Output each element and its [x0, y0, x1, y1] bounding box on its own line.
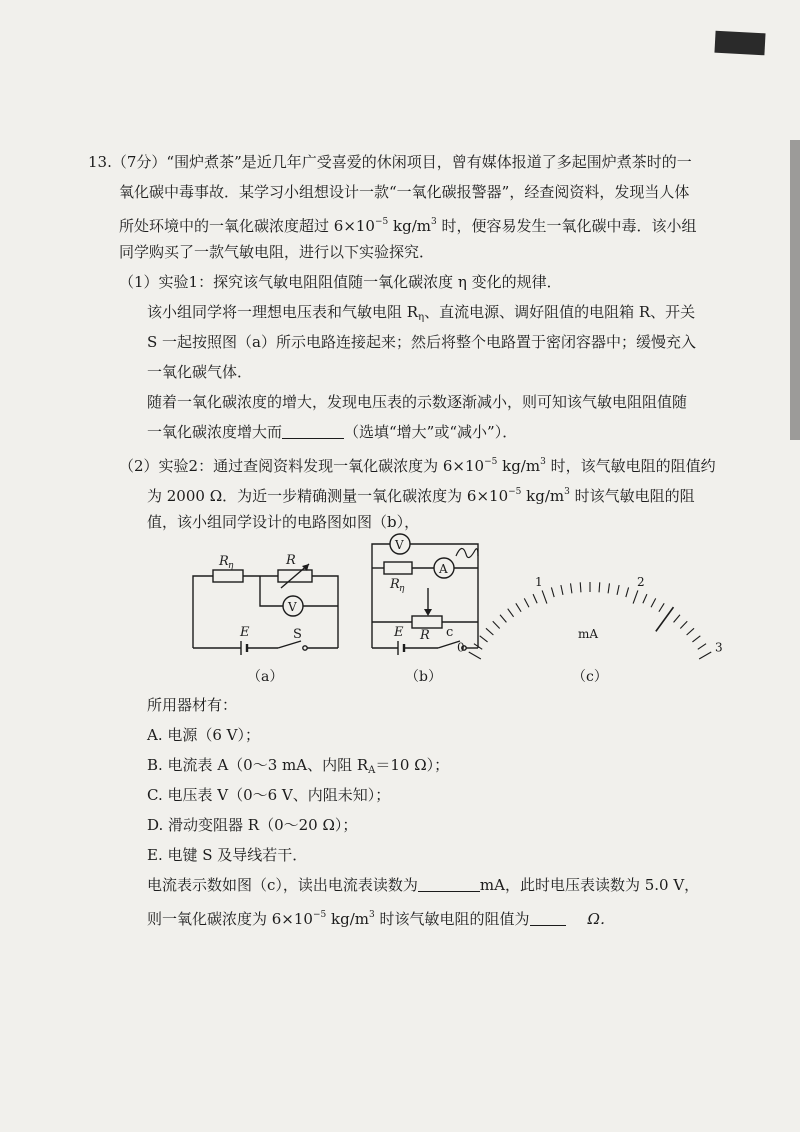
- exponent: 3: [540, 457, 546, 467]
- question-line-2: [119, 182, 689, 202]
- dial-label-0: 0: [456, 640, 465, 655]
- materials-heading: [147, 695, 237, 715]
- part1-line-2: [147, 332, 696, 352]
- material-item-c: [147, 785, 390, 805]
- answer-blank-1[interactable]: [282, 438, 344, 439]
- material-text: D. 滑动变阻器 R（0～20 Ω）；: [147, 816, 358, 834]
- part2-line-1: [119, 452, 716, 476]
- exponent: −5: [484, 457, 498, 467]
- part2-text: 实验2：通过查阅资料发现一氧化碳浓度为 6×10: [158, 457, 485, 475]
- dial-tick: [542, 590, 547, 603]
- dial-tick: [561, 585, 563, 595]
- question-points: （7分）: [111, 153, 167, 171]
- material-item-b: [147, 755, 449, 781]
- material-text: E. 电键 S 及导线若干．: [147, 846, 308, 864]
- dial-tick: [643, 594, 647, 603]
- stem-text: kg/m: [388, 217, 431, 235]
- caption-b: （b）: [405, 669, 442, 685]
- exponent: −5: [374, 217, 389, 227]
- label-e: E: [240, 625, 250, 640]
- material-item-a: [147, 725, 260, 745]
- stem-text: 同学购买了一款气敏电阻，进行以下实验探究．: [119, 243, 435, 261]
- dial-needle: [656, 607, 674, 631]
- circuit-figure-a: [183, 548, 353, 660]
- final-text: 时该气敏电阻的阻值为: [374, 910, 530, 928]
- dial-tick: [633, 590, 638, 603]
- part2-text: 为 2000 Ω．为近一步精确测量一氧化碳浓度为 6×10: [147, 487, 509, 505]
- part2-label: （2）: [119, 457, 159, 475]
- final-line-1: [147, 875, 699, 895]
- final-text: 电流表示数如图（c），读出电流表读数为: [147, 876, 418, 894]
- label-r-eta: R: [390, 577, 400, 592]
- dial-tick: [680, 621, 687, 628]
- label-s: c: [446, 625, 454, 640]
- dial-tick: [580, 582, 581, 592]
- label-sub-eta: η: [228, 561, 234, 571]
- part1-line-4: [147, 392, 687, 412]
- part1-title: 实验1：探究该气敏电阻阻值随一氧化碳浓度 η 变化的规律．: [158, 273, 562, 291]
- part2-line-2: [147, 482, 695, 506]
- final-unit: Ω．: [587, 910, 615, 928]
- label-s: S: [293, 627, 302, 642]
- dial-tick: [687, 628, 694, 635]
- material-text: ＝10 Ω）；: [375, 756, 450, 774]
- part1-text: 、直流电源、调好阻值的电阻箱 R、开关: [424, 303, 696, 321]
- exponent: −5: [508, 487, 522, 497]
- final-text: kg/m: [326, 910, 369, 928]
- question-line-3: [119, 212, 697, 236]
- dial-tick: [608, 583, 609, 593]
- dial-tick: [659, 603, 664, 611]
- dial-tick: [651, 598, 656, 607]
- label-r: R: [286, 553, 296, 568]
- dial-tick: [692, 636, 700, 642]
- part2-text: 时该气敏电阻的阻: [569, 487, 695, 505]
- dial-label-3: 3: [715, 640, 723, 655]
- part1-text: 该小组同学将一理想电压表和气敏电阻 R: [147, 303, 419, 321]
- label-r-eta: R: [219, 554, 229, 569]
- dial-unit: mA: [578, 627, 599, 641]
- label-r: R: [420, 628, 430, 643]
- question-number: 13.: [88, 153, 112, 171]
- part1-line-3: [147, 362, 252, 382]
- material-text: A. 电源（6 V）；: [147, 726, 261, 744]
- part1-label: （1）: [119, 273, 159, 291]
- part1-text: （选填“增大”或“减小”）．: [344, 423, 518, 441]
- exponent: 3: [369, 910, 375, 920]
- dial-label-1: 1: [535, 574, 543, 589]
- dial-tick: [599, 582, 600, 592]
- subscript: η: [418, 312, 425, 323]
- part2-text: kg/m: [497, 457, 541, 475]
- part1-title-line: [119, 272, 562, 292]
- stem-text: 氧化碳中毒事故．某学习小组想设计一款“一氧化碳报警器”，经查阅资料，发现当人体: [119, 183, 690, 201]
- answer-blank-3[interactable]: [530, 925, 566, 926]
- question-line-1: [88, 152, 692, 172]
- final-text: 则一氧化碳浓度为 6×10: [147, 910, 313, 928]
- dial-tick: [508, 609, 514, 617]
- exponent: 3: [564, 487, 570, 497]
- materials-heading-text: 所用器材有：: [147, 696, 238, 714]
- voltmeter-label: V: [395, 538, 404, 552]
- material-item-e: [147, 845, 307, 865]
- material-text: C. 电压表 V（0～6 V、内阻未知）；: [147, 786, 391, 804]
- dial-tick: [571, 583, 572, 593]
- dial-tick: [524, 598, 529, 607]
- dial-tick: [674, 615, 680, 623]
- material-item-d: [147, 815, 357, 835]
- scan-mark-top-right: [714, 31, 765, 56]
- exponent: −5: [312, 910, 327, 920]
- dial-tick: [626, 587, 629, 597]
- ammeter-label: A: [439, 562, 448, 576]
- dial-tick: [551, 587, 554, 597]
- stem-text: “围炉煮茶”是近几年广受喜爱的休闲项目，曾有媒体报道了多起围炉煮茶时的一: [166, 153, 692, 171]
- subscript: A: [368, 765, 376, 776]
- dial-tick: [500, 615, 506, 623]
- caption-c: （c）: [572, 669, 608, 685]
- dial-tick: [533, 594, 537, 603]
- part1-text: S 一起按照图（a）所示电路连接起来；然后将整个电路置于密闭容器中；缓慢充入: [147, 333, 696, 351]
- part2-text: 时，该气敏电阻的阻值约: [545, 457, 716, 475]
- label-sub-eta: η: [399, 584, 405, 594]
- part2-text: kg/m: [521, 487, 565, 505]
- circuit-figure-b: [362, 526, 494, 660]
- dial-label-2: 2: [636, 574, 645, 589]
- ammeter-dial-figure: [456, 552, 723, 656]
- part1-text: 一氧化碳浓度增大而: [147, 423, 283, 441]
- material-text: B. 电流表 A（0～3 mA、内阻 R: [147, 756, 369, 774]
- part1-text: 随着一氧化碳浓度的增大，发现电压表的示数逐渐减小，则可知该气敏电阻阻值随: [147, 393, 688, 411]
- part1-line-5: [147, 422, 517, 442]
- final-text: mA，此时电压表读数为 5.0 V，: [479, 876, 700, 894]
- part1-text: 一氧化碳气体．: [147, 363, 253, 381]
- label-e: E: [394, 625, 404, 640]
- answer-blank-2[interactable]: [418, 891, 480, 892]
- scan-mark-right-edge: [790, 140, 800, 440]
- dial-tick: [698, 644, 706, 650]
- question-line-4: [119, 242, 434, 262]
- caption-a: （a）: [247, 669, 284, 685]
- part2-text: 值，该小组同学设计的电路图如图（b），: [147, 513, 420, 531]
- stem-text: 时，便容易发生一氧化碳中毒．该小组: [436, 217, 697, 235]
- dial-tick: [516, 603, 521, 611]
- dial-tick: [699, 652, 711, 659]
- part1-line-1: [147, 302, 695, 328]
- final-line-2: [147, 905, 615, 929]
- stem-text: 所处环境中的一氧化碳浓度超过 6×10: [119, 217, 375, 235]
- voltmeter-label: V: [288, 600, 297, 614]
- dial-tick: [617, 585, 619, 595]
- exponent: 3: [431, 217, 437, 227]
